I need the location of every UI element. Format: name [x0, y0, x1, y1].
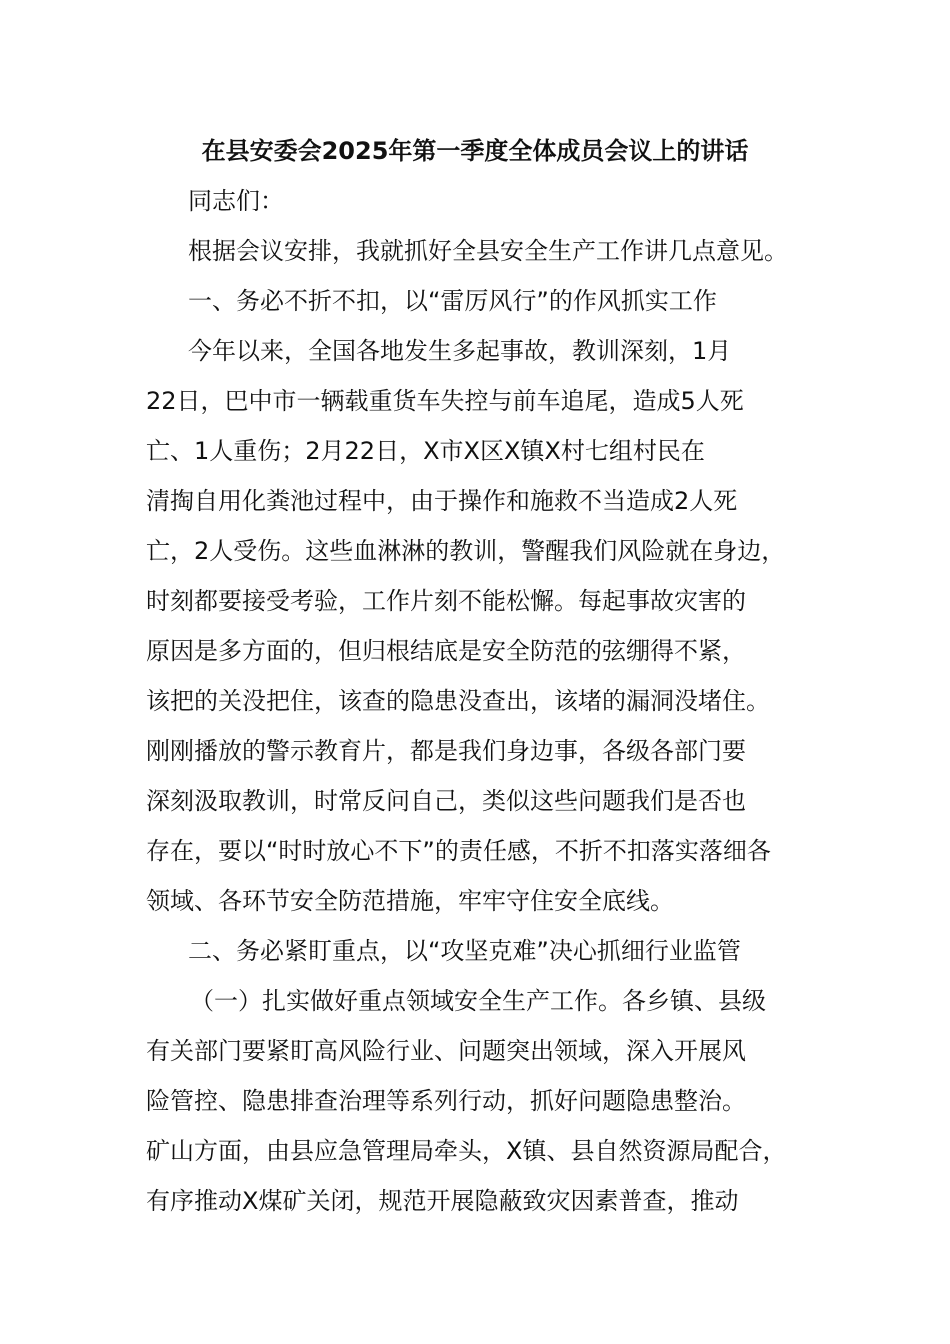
body-line: 清掏自用化粪池过程中，由于操作和施救不当造成2人死: [146, 487, 738, 515]
section-heading-1: 一、务必不折不扣，以“雷厉风行”的作风抓实工作: [188, 287, 717, 315]
body-line: 该把的关没把住，该查的隐患没查出，该堵的漏洞没堵住。: [146, 687, 770, 715]
section-heading-2: 二、务必紧盯重点，以“攻坚克难”决心抓细行业监管: [188, 937, 741, 965]
body-line: 根据会议安排，我就抓好全县安全生产工作讲几点意见。: [188, 237, 788, 265]
body-line: 刚刚播放的警示教育片，都是我们身边事，各级各部门要: [146, 737, 746, 765]
body-line: 深刻汲取教训，时常反问自己，类似这些问题我们是否也: [146, 787, 746, 815]
body-line: 亡、1人重伤；2月22日，X市X区X镇X村七组村民在: [146, 437, 705, 465]
salutation: 同志们：: [188, 187, 284, 215]
body-line: 22日，巴中市一辆载重货车失控与前车追尾，造成5人死: [146, 387, 744, 415]
document-title: 在县安委会2025年第一季度全体成员会议上的讲话: [201, 137, 749, 165]
body-line: 存在，要以“时时放心不下”的责任感，不折不扣落实落细各: [146, 837, 771, 865]
body-line: 领域、各环节安全防范措施，牢牢守住安全底线。: [146, 887, 674, 915]
body-line: 矿山方面，由县应急管理局牵头，X镇、县自然资源局配合，: [146, 1137, 787, 1165]
body-line: 有序推动X煤矿关闭，规范开展隐蔽致灾因素普查，推动: [146, 1187, 739, 1215]
body-line: 险管控、隐患排查治理等系列行动，抓好问题隐患整治。: [146, 1087, 746, 1115]
body-line: 原因是多方面的，但归根结底是安全防范的弦绷得不紧，: [146, 637, 746, 665]
body-line: （一）扎实做好重点领域安全生产工作。各乡镇、县级: [190, 987, 766, 1015]
body-line: 时刻都要接受考验，工作片刻不能松懈。每起事故灾害的: [146, 587, 746, 615]
body-line: 亡，2人受伤。这些血淋淋的教训，警醒我们风险就在身边，: [146, 537, 786, 565]
body-line: 今年以来，全国各地发生多起事故，教训深刻，1月: [188, 337, 732, 365]
body-line: 有关部门要紧盯高风险行业、问题突出领域，深入开展风: [146, 1037, 746, 1065]
